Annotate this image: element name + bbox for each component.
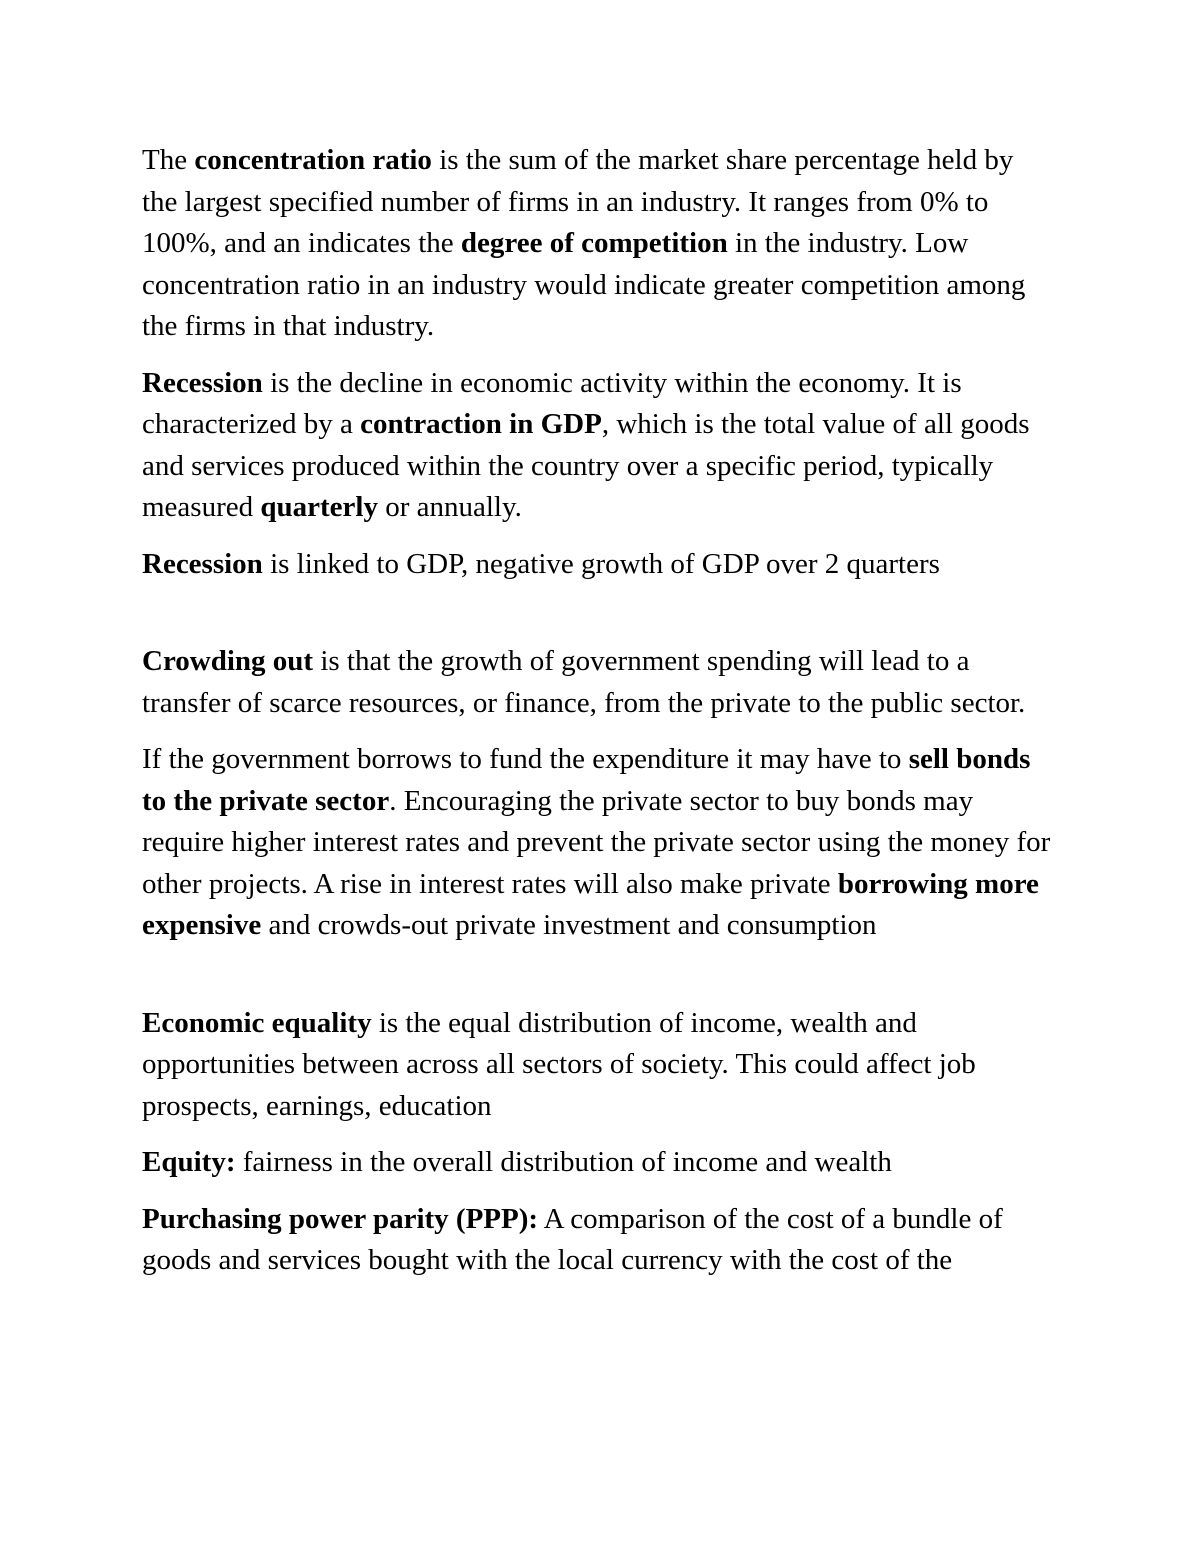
bold-term: sell bonds to the private sector: [142, 743, 1031, 817]
bold-term: borrowing more expensive: [142, 867, 1039, 941]
text-run: If the government borrows to fund the expenditure it may have to: [142, 743, 909, 775]
paragraph-purchasing-power-parity: [142, 1199, 1054, 1282]
paragraph-equity: [142, 1142, 1054, 1184]
bold-term: contraction in GDP: [360, 408, 602, 440]
bold-term: Economic equality: [142, 1006, 372, 1039]
text-run: fairness in the overall distribution of income and wealth: [235, 1146, 892, 1178]
text-run: , which is the total value of all goods and services produced within the country over a specific period, typically measured: [142, 408, 1030, 523]
bold-term: Crowding out: [142, 645, 314, 677]
document-page: [142, 140, 1054, 1297]
paragraph-crowding-out-borrowing: [142, 739, 1054, 947]
text-run: The: [142, 144, 195, 176]
bold-term: concentration ratio: [194, 144, 432, 176]
text-run: is linked to GDP, negative growth of GDP over 2 quarters: [262, 547, 940, 580]
bold-term: Equity:: [142, 1146, 236, 1178]
bold-term: Purchasing power parity (PPP):: [142, 1202, 539, 1235]
bold-term: Recession: [142, 547, 263, 580]
paragraph-crowding-out-definition: [142, 641, 1054, 724]
text-run: in the industry. Low concentration ratio in an industry would indicate greater competition among the firms in that industry.: [142, 227, 1026, 342]
text-run: is that the growth of government spending will lead to a transfer of scarce resources, or finance, from the private to the public sector.: [142, 645, 1026, 719]
bold-term: degree of competition: [460, 227, 728, 259]
text-run: A comparison of the cost of a bundle of goods and services bought with the local currency with the cost of the: [142, 1202, 1003, 1276]
paragraph-recession-definition: [142, 363, 1054, 529]
text-run: or annually.: [377, 491, 522, 523]
paragraph-concentration-ratio: [142, 140, 1054, 348]
bold-term: Recession: [142, 366, 263, 399]
text-run: is the decline in economic activity within the economy. It is characterized by a: [142, 366, 962, 440]
text-run: is the sum of the market share percentage held by the largest specified number of firms in an industry. It ranges from 0% to 100%, and an indicates the: [142, 144, 1014, 259]
paragraph-economic-equality: [142, 1003, 1054, 1128]
bold-term: quarterly: [260, 491, 378, 523]
text-run: and crowds-out private investment and consumption: [261, 909, 877, 941]
text-run: . Encouraging the private sector to buy bonds may require higher interest rates and prevent the private sector using the money for other projects. A rise in interest rates will also make private: [142, 784, 1051, 900]
text-run: is the equal distribution of income, wealth and opportunities between across all sectors of society. This could affect job prospects, earnings, education: [142, 1006, 976, 1122]
paragraph-recession-gdp-link: [142, 544, 1054, 586]
